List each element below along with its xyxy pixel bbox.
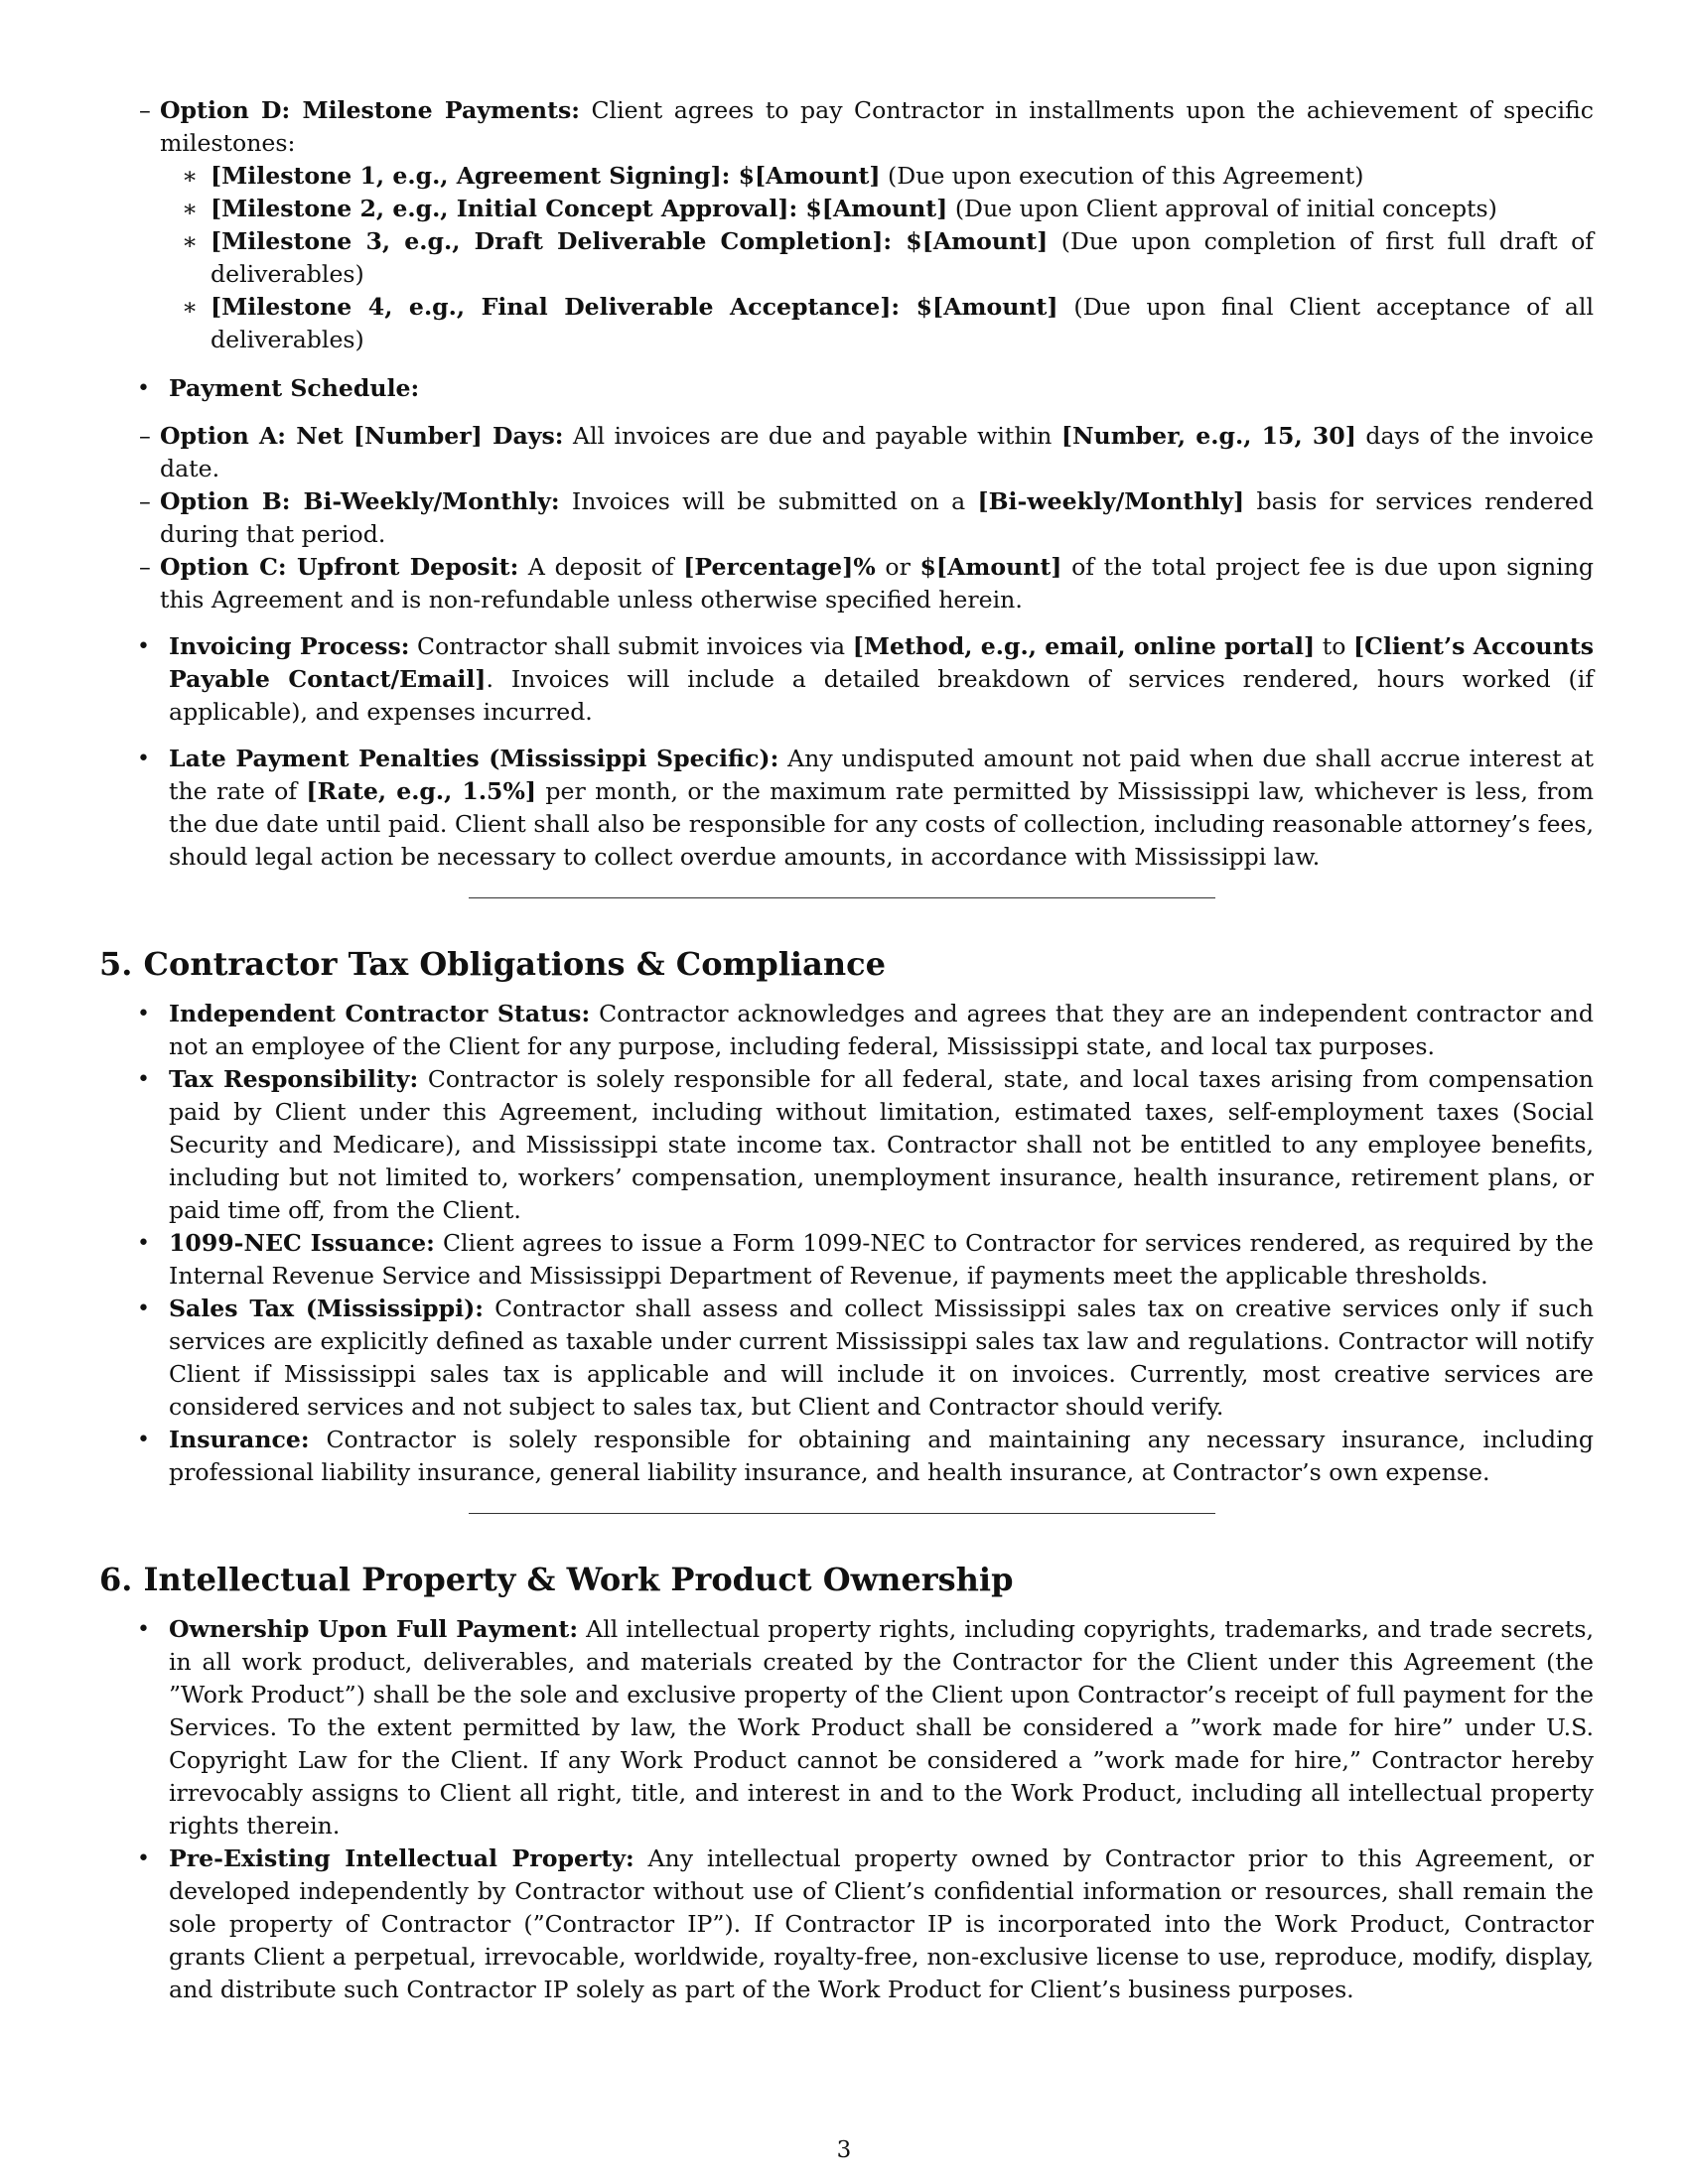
item-text: Contractor is solely responsible for all federal, state, and local taxes arising from compensation paid by Client under this Agreement, including without limitation, estimated taxes, self-employment taxes (Social Security and Medicare), and Mississippi state income tax. Contractor shall not be entitled to any employee benefits, including but not limited to, workers’ compensation, unemployment insurance, health insurance, retirement plans, or paid time off, from the Client.	[169, 1065, 1594, 1224]
milestone-item	[160, 291, 1594, 356]
list-item	[99, 1843, 1594, 2006]
milestone-item	[160, 225, 1594, 291]
item-text: Client agrees to issue a Form 1099-NEC to Contractor for services rendered, as required by the Internal Revenue Service and Mississippi Department of Revenue, if payments meet the applicable thresholds.	[169, 1229, 1594, 1290]
item-text: All intellectual property rights, including copyrights, trademarks, and trade secrets, in all work product, deliverables, and materials created by the Contractor for the Client under this Agreement (the ”Work Product”) shall be the sole and exclusive property of the Client upon Contractor’s receipt of full payment for the Services. To the extent permitted by law, the Work Product shall be considered a ”work made for hire” under U.S. Copyright Law for the Client. If any Work Product cannot be considered a ”work made for hire,” Contractor hereby irrevocably assigns to Client all right, title, and interest in and to the Work Product, including all intellectual property rights therein.	[169, 1615, 1595, 1840]
payment-schedule-options	[99, 420, 1594, 616]
option-d-text: Client agrees to pay Contractor in installments upon the achievement of specific milestones:	[160, 96, 1595, 157]
invoicing-method: [Method, e.g., email, online portal]	[852, 632, 1316, 660]
option-c-label: Option C: Upfront Deposit:	[160, 553, 519, 581]
option-a-text: All invoices are due and payable within	[563, 422, 1061, 450]
option-b-text: Invoices will be submitted on a	[559, 487, 978, 515]
milestone-2-text: (Due upon Client approval of initial concepts)	[947, 195, 1497, 222]
option-d-label: Option D: Milestone Payments:	[160, 96, 580, 124]
item-label: Tax Responsibility:	[169, 1065, 419, 1093]
list-item	[99, 1613, 1594, 1843]
invoicing-label: Invoicing Process:	[169, 632, 410, 660]
late-payment-text: Any undisputed amount not paid when due shall accrue interest at the rate of	[169, 745, 1594, 805]
section-5-list	[99, 998, 1594, 1489]
milestone-4-text: (Due upon final Client acceptance of all deliverables)	[211, 293, 1594, 353]
payment-terms-list	[99, 372, 1594, 874]
option-a-text-end: days of the invoice date.	[160, 422, 1594, 482]
option-d-item	[99, 94, 1594, 356]
section-5-title: 5. Contractor Tax Obligations & Compliance	[99, 945, 886, 983]
page-number: 3	[836, 2137, 852, 2163]
item-label: Sales Tax (Mississippi):	[169, 1295, 484, 1322]
section-6-list	[99, 1613, 1594, 2006]
milestone-2-label: [Milestone 2, e.g., Initial Concept Approval]: $[Amount]	[211, 195, 948, 222]
section-divider	[469, 1513, 1215, 1514]
list-item	[99, 1063, 1594, 1227]
milestone-3-text: (Due upon completion of first full draft of deliverables)	[211, 227, 1594, 288]
item-label: 1099-NEC Issuance:	[169, 1229, 435, 1257]
late-payment-rate: [Rate, e.g., 1.5%]	[306, 777, 537, 805]
option-c-amount: $[Amount]	[919, 553, 1062, 581]
section-divider	[469, 897, 1215, 898]
option-c-text: A deposit of	[518, 553, 684, 581]
invoicing-to: to	[1315, 632, 1354, 660]
invoicing-contact: [Client’s Accounts Payable Contact/Email]	[169, 632, 1594, 693]
milestone-4-label: [Milestone 4, e.g., Final Deliverable Acceptance]: $[Amount]	[211, 293, 1058, 321]
item-label: Insurance:	[169, 1426, 310, 1453]
milestone-item	[160, 193, 1594, 225]
option-c-or: or	[875, 553, 920, 581]
option-c-item	[99, 551, 1594, 616]
option-b-placeholder: [Bi-weekly/Monthly]	[977, 487, 1245, 515]
payment-schedule-label: Payment Schedule:	[169, 374, 420, 402]
option-c-percentage: [Percentage]%	[683, 553, 876, 581]
option-a-item	[99, 420, 1594, 485]
milestone-1-label: [Milestone 1, e.g., Agreement Signing]: $[Amount]	[211, 162, 881, 190]
option-c-text-end: of the total project fee is due upon signing this Agreement and is non-refundable unless otherwise specified herein.	[160, 553, 1595, 614]
section-6-title: 6. Intellectual Property & Work Product Ownership	[99, 1561, 1014, 1598]
item-text: Contractor is solely responsible for obtaining and maintaining any necessary insurance, including professional liability insurance, general liability insurance, and health insurance, at Contractor’s own expense.	[169, 1426, 1594, 1486]
invoicing-process-item	[99, 630, 1594, 729]
item-text: Contractor shall assess and collect Mississippi sales tax on creative services only if such services are explicitly defined as taxable under current Mississippi sales tax law and regulations. Contractor will notify Client if Mississippi sales tax is applicable and will include it on invoices. Currently, most creative services are considered services and not subject to sales tax, but Client and Contractor should verify.	[169, 1295, 1594, 1421]
list-item	[99, 1293, 1594, 1424]
item-label: Pre-Existing Intellectual Property:	[169, 1844, 634, 1872]
item-text: Contractor acknowledges and agrees that they are an independent contractor and not an employee of the Client for any purpose, including federal, Mississippi state, and local tax purposes.	[169, 1000, 1594, 1060]
payment-schedule-item	[99, 372, 1594, 616]
payment-options-list	[99, 94, 1594, 356]
invoicing-text-end: . Invoices will include a detailed breakdown of services rendered, hours worked (if applicable), and expenses incurred.	[169, 665, 1595, 726]
document-page	[99, 94, 1594, 2006]
milestone-1-text: (Due upon execution of this Agreement)	[880, 162, 1364, 190]
invoicing-text: Contractor shall submit invoices via	[409, 632, 853, 660]
item-text: Any intellectual property owned by Contractor prior to this Agreement, or developed independently by Contractor without use of Client’s confidential information or resources, shall remain the sole property of Contractor (”Contractor IP”). If Contractor IP is incorporated into the Work Product, Contractor grants Client a perpetual, irrevocable, worldwide, royalty-free, non-exclusive license to use, reproduce, modify, display, and distribute such Contractor IP solely as part of the Work Product for Client’s business purposes.	[169, 1844, 1594, 2003]
option-a-placeholder: [Number, e.g., 15, 30]	[1060, 422, 1356, 450]
option-a-label: Option A: Net [Number] Days:	[160, 422, 564, 450]
item-label: Ownership Upon Full Payment:	[169, 1615, 579, 1643]
option-b-item	[99, 485, 1594, 551]
list-item	[99, 1227, 1594, 1293]
milestone-list	[160, 160, 1594, 356]
option-b-text-end: basis for services rendered during that period.	[160, 487, 1594, 548]
late-payment-label: Late Payment Penalties (Mississippi Specific):	[169, 745, 779, 772]
milestone-item	[160, 160, 1594, 193]
milestone-3-label: [Milestone 3, e.g., Draft Deliverable Completion]: $[Amount]	[211, 227, 1049, 255]
late-payment-text-end: per month, or the maximum rate permitted by Mississippi law, whichever is less, from the due date until paid. Client shall also be responsible for any costs of collection, including reasonable attorney’s fees, should legal action be necessary to collect overdue amounts, in accordance with Mississippi law.	[169, 777, 1594, 871]
list-item	[99, 1424, 1594, 1489]
list-item	[99, 998, 1594, 1063]
item-label: Independent Contractor Status:	[169, 1000, 591, 1027]
option-b-label: Option B: Bi-Weekly/Monthly:	[160, 487, 560, 515]
late-payment-item	[99, 743, 1594, 874]
